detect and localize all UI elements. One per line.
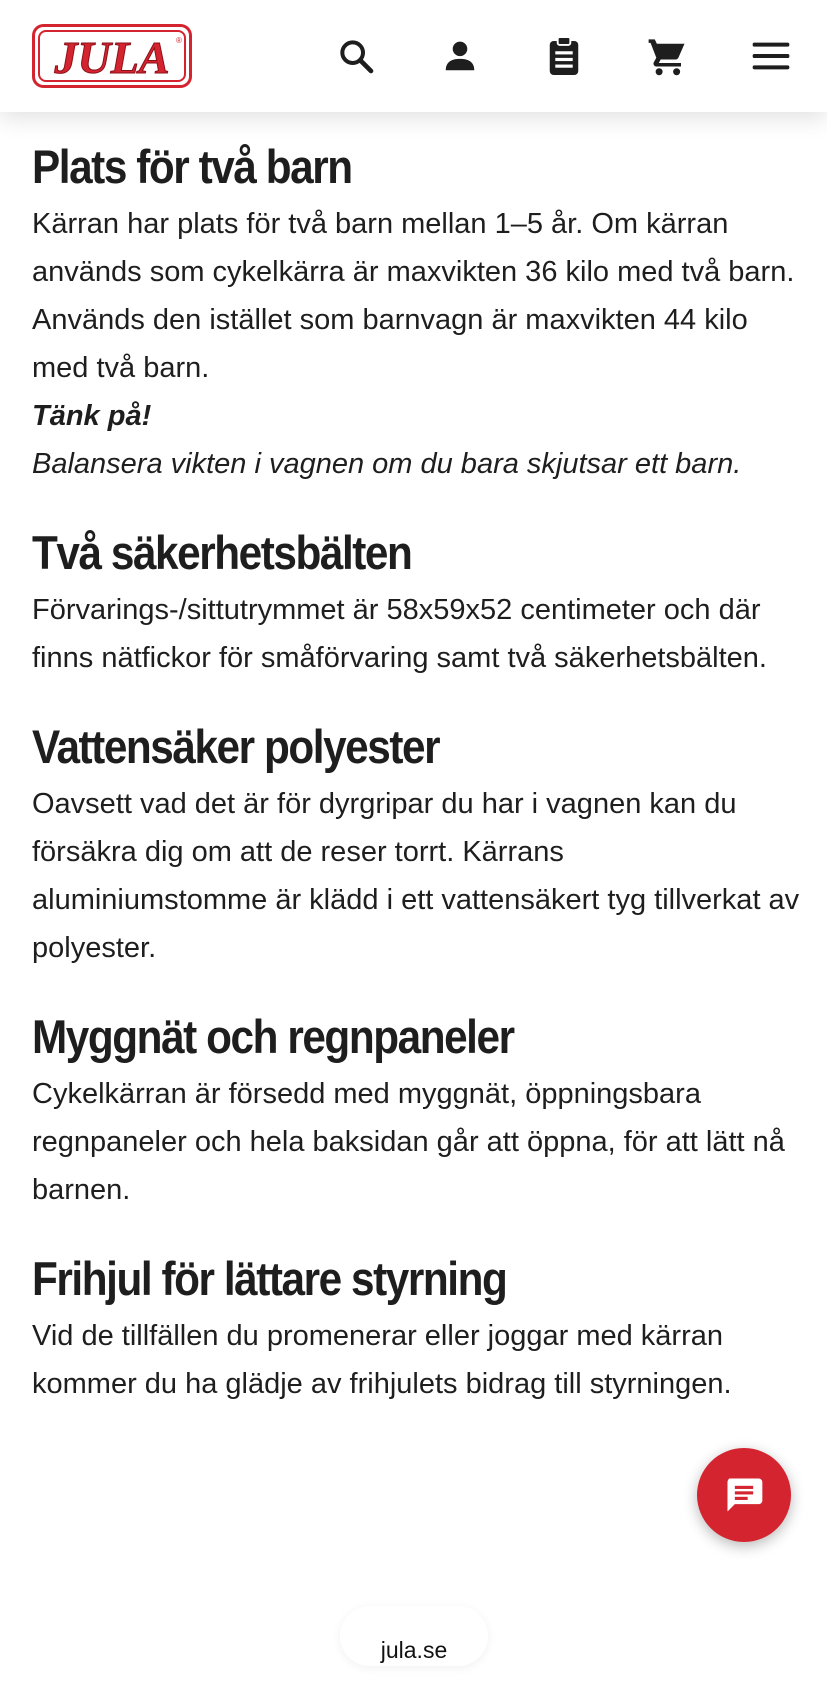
note-title: Tänk på! [32,400,152,432]
account-icon[interactable] [434,30,486,82]
feature-section [32,524,802,682]
menu-icon[interactable] [745,30,797,82]
section-heading: Två säkerhetsbälten [32,526,412,579]
search-icon[interactable] [330,30,382,82]
product-description [32,138,802,1444]
section-body: Kärran har plats för två barn mellan 1–5 år. Om kärran används som cykelkärra är maxvikten 36 kilo med två barn. Används den istället som barnvagn är maxvikten 44 kilo med två barn. [32,208,795,384]
note-text: Balansera vikten i vagnen om du bara skjutsar ett barn. [32,448,742,480]
browser-url-bar[interactable] [340,1606,488,1666]
section-heading: Myggnät och regnpaneler [32,1010,514,1063]
feature-section [32,1008,802,1214]
section-body: Oavsett vad det är för dyrgripar du har i vagnen kan du försäkra dig om att de reser torrt. Kärrans aluminiumstomme är klädd i ett vattensäkert tyg tillverkat av polyester. [32,788,800,964]
svg-text:®: ® [176,36,182,45]
url-text: jula.se [380,1636,448,1663]
chat-icon [722,1473,766,1517]
site-header [0,0,827,112]
section-heading: Vattensäker polyester [32,720,440,773]
svg-text:JULA: JULA [54,32,170,83]
cart-icon[interactable] [641,30,693,82]
jula-logo[interactable] [32,24,192,88]
section-body: Cykelkärran är försedd med myggnät, öppningsbara regnpaneler och hela baksidan går att öppna, för att lätt nå barnen. [32,1078,785,1206]
clipboard-icon[interactable] [538,30,590,82]
feature-section [32,1250,802,1408]
chat-button[interactable] [697,1448,791,1542]
section-heading: Plats för två barn [32,140,352,193]
section-heading: Frihjul för lättare styrning [32,1252,507,1305]
feature-section [32,138,802,488]
section-body: Vid de tillfällen du promenerar eller joggar med kärran kommer du ha glädje av frihjulets bidrag till styrningen. [32,1320,732,1400]
section-body: Förvarings-/sittutrymmet är 58x59x52 centimeter och där finns nätfickor för småförvaring samt två säkerhetsbälten. [32,594,767,674]
feature-section [32,718,802,972]
